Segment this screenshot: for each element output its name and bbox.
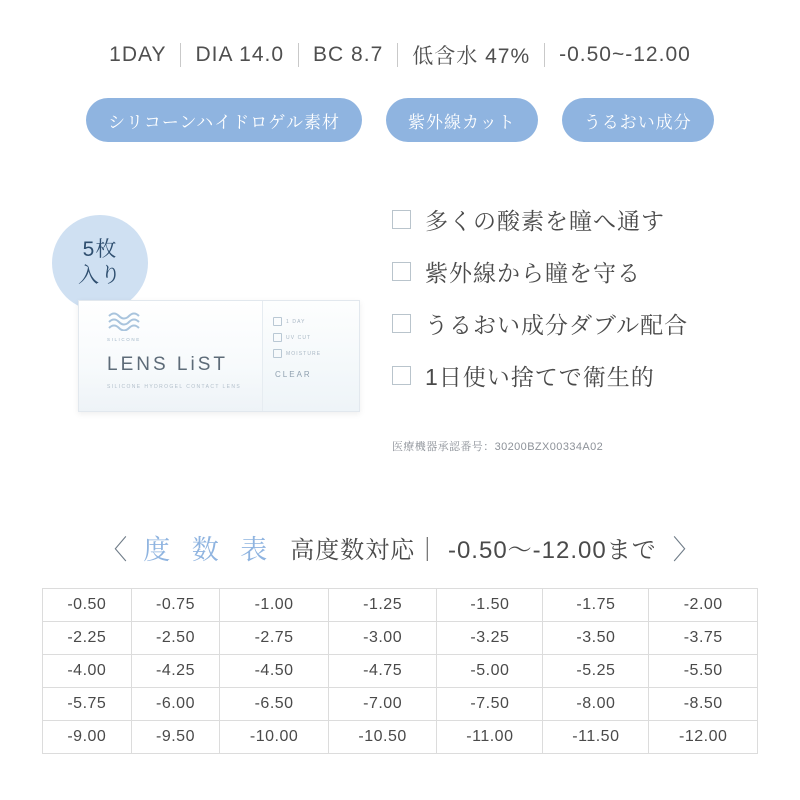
product-box-image [78, 300, 360, 412]
power-cell: -9.00 [43, 721, 132, 754]
table-row [43, 688, 758, 721]
power-table-heading [0, 528, 800, 567]
power-cell: -10.00 [220, 721, 329, 754]
power-cell: -0.75 [131, 589, 220, 622]
table-row [43, 721, 758, 754]
count-badge-line1: 5枚 [82, 237, 118, 261]
power-cell: -10.50 [328, 721, 437, 754]
power-cell: -4.25 [131, 655, 220, 688]
count-badge [52, 215, 148, 311]
table-row [43, 589, 758, 622]
benefit-label: 1日使い捨てで衛生的 [425, 364, 655, 390]
power-cell: -3.75 [649, 622, 758, 655]
table-row [43, 622, 758, 655]
box-feature-label: UV CUT [286, 334, 312, 341]
power-cell: -11.00 [437, 721, 543, 754]
calendar-icon [273, 317, 282, 326]
chevron-left-icon: 〈 [100, 535, 128, 565]
product-area [0, 195, 800, 470]
power-cell: -3.25 [437, 622, 543, 655]
product-box-front [79, 301, 262, 411]
feature-pill-moisture: うるおい成分 [562, 98, 714, 142]
benefit-label: 多くの酸素を瞳へ通す [425, 208, 665, 234]
power-cell: -4.50 [220, 655, 329, 688]
power-cell: -4.00 [43, 655, 132, 688]
power-cell: -11.50 [543, 721, 649, 754]
power-cell: -1.50 [437, 589, 543, 622]
power-cell: -5.00 [437, 655, 543, 688]
droplet-icon [273, 349, 282, 358]
power-table [42, 588, 758, 754]
spec-item-wear-cycle: 1DAY [109, 43, 167, 66]
power-cell: -5.50 [649, 655, 758, 688]
box-feature-label: MOISTURE [286, 350, 322, 357]
sun-icon [273, 333, 282, 342]
power-cell: -4.75 [328, 655, 437, 688]
power-cell: -6.50 [220, 688, 329, 721]
power-cell: -3.00 [328, 622, 437, 655]
benefit-item [392, 307, 772, 340]
benefit-item [392, 359, 772, 392]
spec-row [0, 40, 800, 70]
spec-item-diameter: DIA 14.0 [195, 43, 285, 66]
power-table-title: 度 数 表 [143, 535, 275, 565]
checkbox-icon [392, 366, 411, 385]
power-cell: -9.50 [131, 721, 220, 754]
checkbox-icon [392, 314, 411, 333]
checkbox-icon [392, 210, 411, 229]
power-cell: -1.00 [220, 589, 329, 622]
box-title: LENS LiST [107, 354, 228, 375]
power-cell: -2.50 [131, 622, 220, 655]
power-cell: -1.75 [543, 589, 649, 622]
benefit-item [392, 255, 772, 288]
power-cell: -0.50 [43, 589, 132, 622]
power-cell: -12.00 [649, 721, 758, 754]
chevron-right-icon: 〉 [672, 535, 700, 565]
power-table-subtitle: 高度数対応｜ -0.50〜-12.00まで [290, 537, 657, 564]
product-box-side-panel [262, 301, 359, 411]
power-cell: -6.00 [131, 688, 220, 721]
power-cell: -7.50 [437, 688, 543, 721]
spec-item-power-range: -0.50~-12.00 [559, 43, 691, 66]
count-badge-line2: 入り [78, 264, 122, 287]
power-cell: -1.25 [328, 589, 437, 622]
benefit-label: 紫外線から瞳を守る [425, 260, 641, 286]
approval-number: 医療機器承認番号：30200BZX00334A02 [392, 441, 604, 453]
box-feature-1day [273, 317, 359, 326]
checkbox-icon [392, 262, 411, 281]
wave-logo-icon [107, 311, 141, 331]
benefit-list [392, 203, 772, 411]
box-feature-label: 1 DAY [286, 318, 306, 325]
table-row [43, 655, 758, 688]
box-subtitle: SILICONE HYDROGEL CONTACT LENS [107, 384, 242, 390]
power-cell: -5.75 [43, 688, 132, 721]
box-feature-uvcut [273, 333, 359, 342]
power-cell: -2.00 [649, 589, 758, 622]
box-brand-small: SILICONE [107, 337, 141, 342]
feature-pill-row [0, 98, 800, 142]
power-cell: -8.50 [649, 688, 758, 721]
spec-item-base-curve: BC 8.7 [313, 43, 384, 66]
power-cell: -7.00 [328, 688, 437, 721]
power-cell: -5.25 [543, 655, 649, 688]
power-cell: -2.75 [220, 622, 329, 655]
power-cell: -8.00 [543, 688, 649, 721]
box-feature-moisture [273, 349, 359, 358]
feature-pill-material: シリコーンハイドロゲル素材 [86, 98, 362, 142]
benefit-label: うるおい成分ダブル配合 [425, 312, 689, 338]
spec-item-water-content: 低含水 47% [412, 45, 531, 68]
feature-pill-uv-cut: 紫外線カット [386, 98, 538, 142]
power-cell: -2.25 [43, 622, 132, 655]
benefit-item [392, 203, 772, 236]
power-cell: -3.50 [543, 622, 649, 655]
box-variant-label: CLEAR [275, 370, 312, 379]
